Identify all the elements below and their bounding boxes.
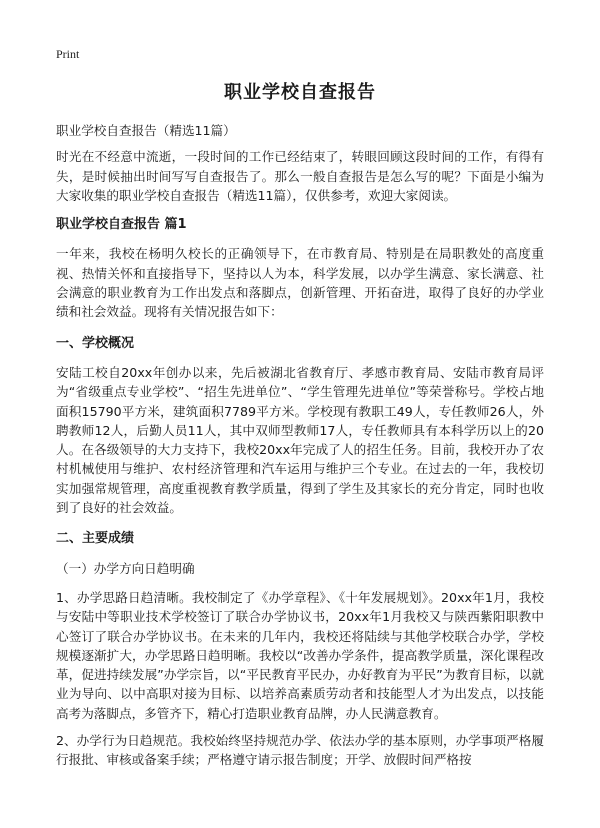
item-paragraph-1: 1、办学思路日趋清晰。我校制定了《办学章程》、《十年发展规划》。20xx年1月，我校与安陆中等职业技术学校签订了联合办学协议书，20xx年1月我校又与陕西紫阳职教中心签订了联合办学协议书。在未来的几年内，我校还将陆续与其他学校联合办学，学校规模逐渐扩大，办学思路日趋明晰。我校以“改善办学条件，提高教学质量，深化课程改革，促进持续发展”办学宗旨，以“平民教育平民办，办好教育为平民”为教育目标，以就业为导向、以中高职对接为目标、以培养高素质劳动者和技能型人才为出发点，以技能高考为落脚点，多管齐下，精心打造职业教育品牌，办人民满意教育。: [56, 589, 544, 721]
print-link[interactable]: Print: [56, 47, 80, 61]
piece-heading: 职业学校自查报告 篇1: [56, 217, 187, 233]
overview-paragraph: 安陆工校自20xx年创办以来，先后被湖北省教育厅、孝感市教育局、安陆市教育局评为“省级重点专业学校”、“招生先进单位”、“学生管理先进单位”等荣誉称号。学校占地面积15790平方米，建筑面积7789平方米。学校现有教职工49人，专任教师26人，外聘教师12人，后勤人员11人，其中双师型教师17人，专任教师具有本科学历以上的20人。在各级领导的大力支持下，我校20xx年完成了人的招生任务。目前，我校开办了农村机械使用与维护、农村经济管理和汽车运用与维护三个专业。在过去的一年，我校切实加强常规管理，高度重视教育教学质量，得到了学生及其家长的充分肯定，同时也收到了良好的社会效益。: [56, 364, 544, 516]
subsection-heading-direction: （一）办学方向日趋明确: [56, 560, 195, 576]
section-heading-achievements: 二、主要成绩: [56, 531, 135, 547]
item-paragraph-2: 2、办学行为日趋规范。我校始终坚持规范办学、依法办学的基本原则，办学事项严格履行报批、审核或备案手续；严格遵守请示报告制度；开学、放假时间严格按: [56, 733, 544, 768]
opening-paragraph: 一年来，我校在杨明久校长的正确领导下，在市教育局、特别是在局职教处的高度重视、热情关怀和直接指导下，坚持以人为本，科学发展，以办学生满意、家长满意、社会满意的职业教育为工作出发点和落脚点，创新管理、开拓奋进，取得了良好的办学业绩和社会效益。现将有关情况报告如下：: [56, 246, 544, 320]
document-subtitle: 职业学校自查报告（精选11篇）: [56, 123, 236, 138]
document-body: [56, 121, 544, 770]
intro-paragraph: 时光在不经意中流逝，一段时间的工作已经结束了，转眼回顾这段时间的工作，有得有失，是时候抽出时间写写自查报告了。那么一般自查报告是怎么写的呢？下面是小编为大家收集的职业学校自查报告（精选11篇），仅供参考，欢迎大家阅读。: [56, 149, 544, 203]
document-title: 职业学校自查报告: [224, 82, 376, 103]
section-heading-overview: 一、学校概况: [56, 335, 135, 351]
